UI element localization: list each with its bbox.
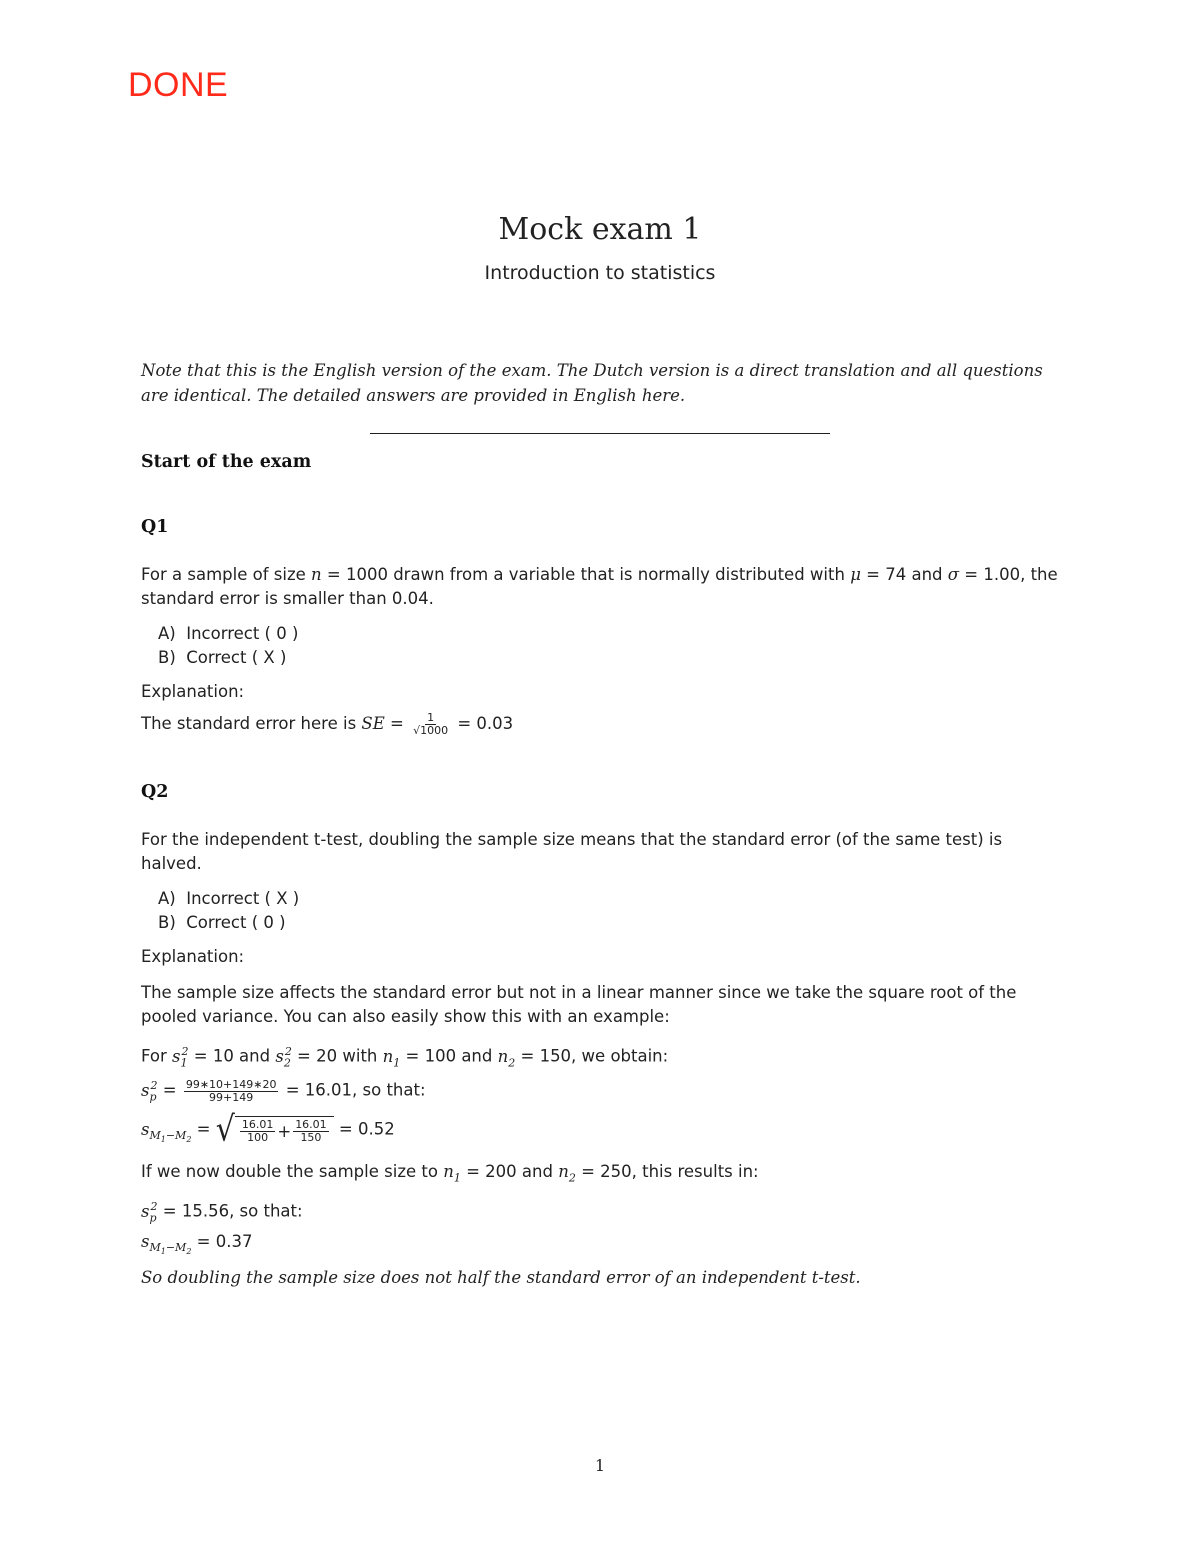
q2-standard-error-formula: $s_{M_1-M_2}$ = √ $\frac{16.01}{100}$ + $\frac{16.01}{150}$ = 0.52 [141, 1109, 395, 1150]
divider [370, 433, 830, 434]
q2-example-line: For $s_1^2 = 10$ and $s_2^2 = 20$ with $n_1 = 100$ and $n_2 = 150$, we obtain: [141, 1045, 669, 1069]
q1-prompt: For a sample of size n = 1000 drawn from a variable that is normally distributed with μ = 74 and σ = 1.00, the standard error is smaller than 0.04. [141, 565, 1058, 608]
intro-note: Note that this is the English version of the exam. The Dutch version is a direct translation and all questions are identical. The detailed answers are provided in English here. [141, 361, 1043, 405]
q2-pooled-variance-2: $s_p^2 = 15.56$, so that: [141, 1200, 303, 1224]
q1-option-a: A) Incorrect ( 0 ) [158, 624, 299, 643]
page-title: Mock exam 1 [498, 212, 702, 247]
q1-explanation-label: Explanation: [141, 682, 245, 701]
page-subtitle: Introduction to statistics [484, 262, 716, 284]
q2-pooled-variance: $s_p^2$ = $\frac{99∗10+149∗20}{99+149}$ = 16.01, so that: [141, 1077, 426, 1104]
q2-explanation-text: The sample size affects the standard error but not in a linear manner since we take the square root of the pooled variance. You can also easily show this with an example: [141, 983, 1017, 1026]
q2-double-line: If we now double the sample size to $n_1 = 200$ and $n_2 = 250$, this results in: [141, 1162, 759, 1185]
done-stamp: DONE [128, 66, 229, 104]
start-heading: Start of the exam [141, 452, 312, 472]
q1-option-b: B) Correct ( X ) [158, 648, 287, 667]
q1-label: Q1 [141, 517, 169, 537]
square-root: √ $\frac{16.01}{100}$ + $\frac{16.01}{150}$ [216, 1115, 334, 1145]
pooled-fraction: $\frac{99∗10+149∗20}{99+149}$ [185, 1077, 277, 1104]
q2-option-b: B) Correct ( 0 ) [158, 913, 286, 932]
page-number: 1 [594, 1456, 606, 1475]
q2-option-a: A) Incorrect ( X ) [158, 889, 300, 908]
q2-conclusion: So doubling the sample size does not half the standard error of an independent t-test. [141, 1268, 861, 1287]
q2-explanation-label: Explanation: [141, 947, 245, 966]
q2-prompt: For the independent t-test, doubling the sample size means that the standard error (of the same test) is halved. [141, 830, 1003, 873]
q2-standard-error-2: $s_{M_1-M_2} = 0.37$ [141, 1232, 253, 1257]
q2-label: Q2 [141, 782, 169, 802]
q1-explanation-formula: The standard error here is SE = $\frac{1}{√1000}$ = 0.03 [141, 711, 514, 737]
se-fraction: $\frac{1}{√1000}$ [413, 711, 449, 737]
